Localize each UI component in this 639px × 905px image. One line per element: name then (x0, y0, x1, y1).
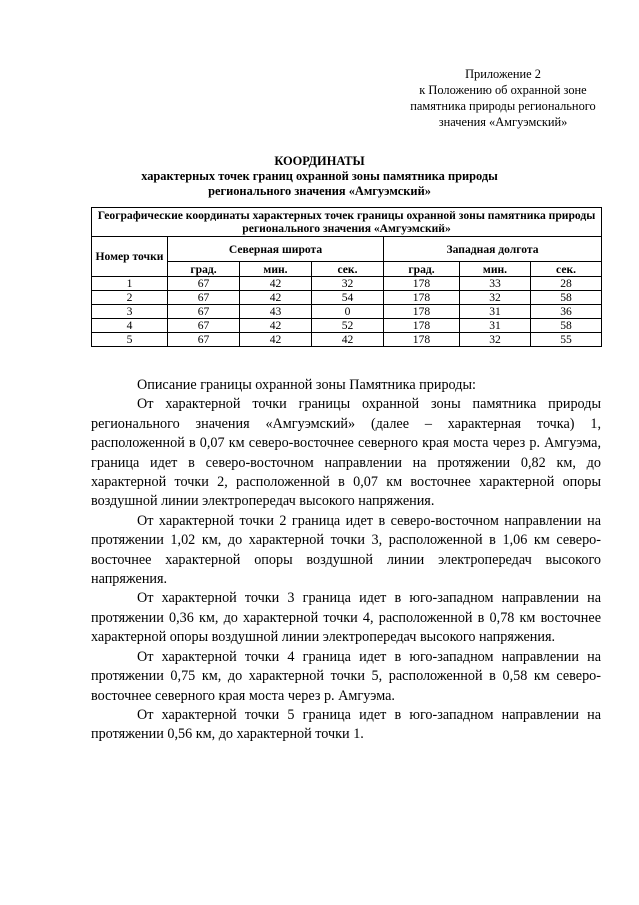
table-cell: 67 (168, 305, 240, 319)
unit-header: сек. (531, 262, 602, 277)
description-heading: Описание границы охранной зоны Памятника природы: (137, 377, 476, 393)
appendix-line: Приложение 2 (465, 67, 541, 81)
table-cell: 54 (312, 291, 384, 305)
table-caption: Географические координаты характерных точек границы охранной зоны памятника природы регионального значения «Амгуэмский» (92, 208, 602, 237)
table-cell: 58 (531, 319, 602, 333)
table-cell: 33 (460, 277, 531, 291)
unit-header: мин. (460, 262, 531, 277)
table-row (92, 277, 602, 291)
table-cell: 42 (240, 333, 312, 347)
table-cell: 178 (384, 305, 460, 319)
table-cell: 52 (312, 319, 384, 333)
table-cell: 31 (460, 305, 531, 319)
table-cell: 31 (460, 319, 531, 333)
description-paragraph: От характерной точки границы охранной зоны памятника природы регионального значения «Амгуэмский» (далее – характерная точка) 1, расположенной в 0,07 км северо-восточнее северного края моста через р. Амгуэма, граница идет в северо-восточном направлении на протяжении 0,82 км, до характерной точки 2, расположенной в 0,07 км восточнее характерной опоры воздушной линии электропередач высокого напряжения. (91, 396, 601, 510)
title-subline: характерных точек границ охранной зоны памятника природы (141, 169, 498, 183)
document-title (0, 154, 639, 199)
table-cell: 32 (460, 333, 531, 347)
title-subline: регионального значения «Амгуэмский» (208, 184, 431, 198)
table-cell: 0 (312, 305, 384, 319)
table-cell: 5 (92, 333, 168, 347)
table-cell: 28 (531, 277, 602, 291)
appendix-note (380, 66, 626, 130)
table-row (92, 291, 602, 305)
table-cell: 4 (92, 319, 168, 333)
table-cell: 32 (312, 277, 384, 291)
table-cell: 42 (240, 291, 312, 305)
table-cell: 67 (168, 319, 240, 333)
table-row (92, 333, 602, 347)
unit-header: сек. (312, 262, 384, 277)
description-paragraph: От характерной точки 3 граница идет в юго-западном направлении на протяжении 0,36 км, до характерной точки 4, расположенной в 0,78 км восточнее характерной опоры воздушной линии электропередач высокого напряжения. (91, 590, 601, 646)
table-cell: 42 (312, 333, 384, 347)
latitude-header: Северная широта (168, 237, 384, 262)
table-cell: 32 (460, 291, 531, 305)
table-cell: 42 (240, 319, 312, 333)
unit-header: град. (384, 262, 460, 277)
table-cell: 178 (384, 291, 460, 305)
appendix-line: к Положению об охранной зоне (419, 83, 587, 97)
unit-header: мин. (240, 262, 312, 277)
boundary-description (91, 376, 601, 745)
table-cell: 178 (384, 277, 460, 291)
unit-header: град. (168, 262, 240, 277)
table-cell: 178 (384, 333, 460, 347)
table-cell: 42 (240, 277, 312, 291)
table-cell: 43 (240, 305, 312, 319)
table-cell: 67 (168, 333, 240, 347)
description-paragraph: От характерной точки 5 граница идет в юго-западном направлении на протяжении 0,56 км, до характерной точки 1. (91, 706, 601, 743)
table-cell: 178 (384, 319, 460, 333)
table-cell: 67 (168, 277, 240, 291)
longitude-header: Западная долгота (384, 237, 602, 262)
table-cell: 3 (92, 305, 168, 319)
coordinates-table (91, 207, 602, 347)
table-cell: 36 (531, 305, 602, 319)
title-heading: КООРДИНАТЫ (274, 154, 365, 168)
table-row (92, 319, 602, 333)
point-number-header: Номер точки (92, 237, 168, 277)
appendix-line: памятника природы регионального (410, 99, 596, 113)
description-paragraph: От характерной точки 2 граница идет в северо-восточном направлении на протяжении 1,02 км, до характерной точки 3, расположенной в 1,06 км северо-восточнее характерной опоры воздушной линии электропередач высокого напряжения. (91, 512, 601, 588)
table-row (92, 305, 602, 319)
table-cell: 67 (168, 291, 240, 305)
description-paragraph: От характерной точки 4 граница идет в юго-западном направлении на протяжении 0,75 км, до характерной точки 5, расположенной в 0,58 км северо-восточнее северного края моста через р. Амгуэма. (91, 648, 601, 704)
table-cell: 2 (92, 291, 168, 305)
appendix-line: значения «Амгуэмский» (438, 115, 568, 129)
table-cell: 1 (92, 277, 168, 291)
table-cell: 58 (531, 291, 602, 305)
table-cell: 55 (531, 333, 602, 347)
